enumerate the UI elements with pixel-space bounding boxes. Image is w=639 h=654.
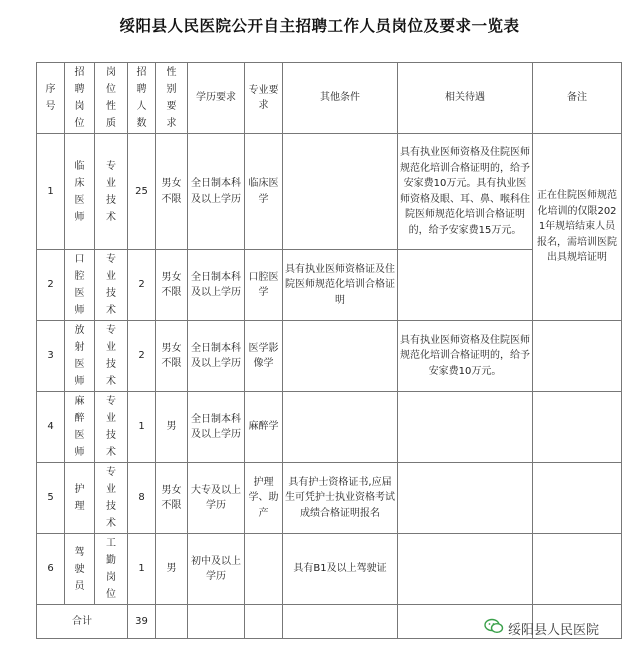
- header-benefits: 相关待遇: [398, 63, 533, 134]
- cell-edu: 大专及以上学历: [188, 463, 245, 534]
- cell-other: [283, 321, 398, 392]
- total-label: 合计: [37, 605, 128, 639]
- table-row: [37, 392, 622, 463]
- cell-seq: 6: [37, 534, 65, 605]
- header-row: [37, 63, 622, 134]
- cell-post: 护理: [65, 463, 95, 534]
- cell-major: 护理学、助产: [245, 463, 283, 534]
- cell-other: 具有护士资格证书,应届生可凭护士执业资格考试成绩合格证明报名: [283, 463, 398, 534]
- table-row: [37, 534, 622, 605]
- cell-other: 具有执业医师资格证及住院医师规范化培训合格证明: [283, 250, 398, 321]
- cell-edu: 全日制本科及以上学历: [188, 134, 245, 250]
- cell-remarks-empty: [533, 534, 622, 605]
- cell-gender: 男女不限: [156, 321, 188, 392]
- cell-benefits: 具有执业医师资格及住院医师规范化培训合格证明的，给予安家费10万元。具有执业医师资格及眼、耳、鼻、喉科住院医师规范化培训合格证明的，给予安家费15万元。: [398, 134, 533, 250]
- header-seq: 序号: [37, 63, 65, 134]
- cell-seq: 1: [37, 134, 65, 250]
- total-count: 39: [128, 605, 156, 639]
- cell-seq: 3: [37, 321, 65, 392]
- cell-gender: 男: [156, 534, 188, 605]
- header-post: 招聘岗位: [65, 63, 95, 134]
- cell-empty: [156, 605, 188, 639]
- table-row: [37, 321, 622, 392]
- cell-benefits: [398, 463, 533, 534]
- cell-other: 具有B1及以上驾驶证: [283, 534, 398, 605]
- cell-gender: 男女不限: [156, 463, 188, 534]
- cell-nature: 专业技术: [95, 392, 128, 463]
- cell-major: 医学影像学: [245, 321, 283, 392]
- cell-major: 临床医学: [245, 134, 283, 250]
- cell-benefits: 具有执业医师资格及住院医师规范化培训合格证明的，给予安家费10万元。: [398, 321, 533, 392]
- cell-post: 口腔医师: [65, 250, 95, 321]
- cell-count: 1: [128, 392, 156, 463]
- cell-other: [283, 134, 398, 250]
- cell-empty: [188, 605, 245, 639]
- header-nature: 岗位性质: [95, 63, 128, 134]
- wechat-icon: [484, 618, 504, 638]
- cell-nature: 专业技术: [95, 321, 128, 392]
- cell-count: 25: [128, 134, 156, 250]
- cell-nature: 专业技术: [95, 463, 128, 534]
- cell-major: 麻醉学: [245, 392, 283, 463]
- cell-empty: [283, 605, 398, 639]
- header-edu: 学历要求: [188, 63, 245, 134]
- watermark-text: 绥阳县人民医院: [508, 622, 600, 638]
- cell-gender: 男: [156, 392, 188, 463]
- header-other: 其他条件: [283, 63, 398, 134]
- cell-nature: 专业技术: [95, 250, 128, 321]
- cell-remarks-empty: [533, 463, 622, 534]
- cell-other: [283, 392, 398, 463]
- cell-seq: 2: [37, 250, 65, 321]
- recruitment-table: [36, 62, 622, 639]
- header-major: 专业要求: [245, 63, 283, 134]
- cell-remarks: 正在住院医师规范化培训的仅限2021年规培结束人员报名，需培训医院出具规培证明: [533, 134, 622, 321]
- cell-edu: 全日制本科及以上学历: [188, 250, 245, 321]
- cell-benefits: [398, 534, 533, 605]
- cell-remarks-empty: [533, 321, 622, 392]
- header-remarks: 备注: [533, 63, 622, 134]
- cell-nature: 专业技术: [95, 134, 128, 250]
- cell-post: 麻醉医师: [65, 392, 95, 463]
- cell-nature: 工勤岗位: [95, 534, 128, 605]
- cell-empty: [245, 605, 283, 639]
- cell-seq: 4: [37, 392, 65, 463]
- cell-count: 1: [128, 534, 156, 605]
- cell-post: 放射医师: [65, 321, 95, 392]
- cell-count: 2: [128, 321, 156, 392]
- cell-gender: 男女不限: [156, 250, 188, 321]
- cell-gender: 男女不限: [156, 134, 188, 250]
- cell-benefits: [398, 392, 533, 463]
- table-row: [37, 463, 622, 534]
- table-row: [37, 134, 622, 250]
- cell-benefits: [398, 250, 533, 321]
- cell-count: 8: [128, 463, 156, 534]
- header-count: 招聘人数: [128, 63, 156, 134]
- cell-major: 口腔医学: [245, 250, 283, 321]
- cell-edu: 初中及以上学历: [188, 534, 245, 605]
- cell-remarks-empty: [533, 392, 622, 463]
- page-title: 绥阳县人民医院公开自主招聘工作人员岗位及要求一览表: [119, 17, 520, 35]
- header-gender: 性别要求: [156, 63, 188, 134]
- wechat-watermark: [484, 618, 634, 638]
- cell-edu: 全日制本科及以上学历: [188, 392, 245, 463]
- cell-post: 驾驶员: [65, 534, 95, 605]
- cell-seq: 5: [37, 463, 65, 534]
- cell-major: [245, 534, 283, 605]
- cell-post: 临床医师: [65, 134, 95, 250]
- cell-edu: 全日制本科及以上学历: [188, 321, 245, 392]
- cell-count: 2: [128, 250, 156, 321]
